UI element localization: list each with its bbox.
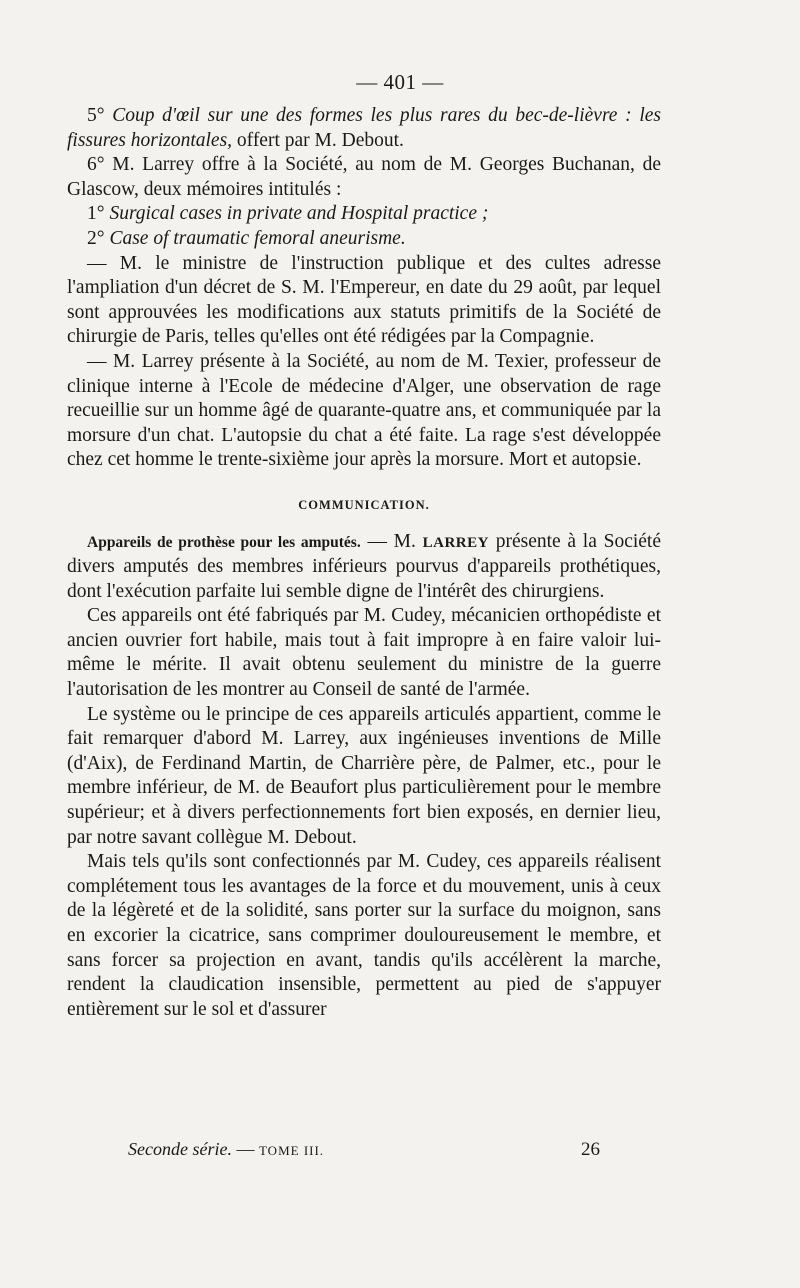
communication-paragraph-4: Mais tels qu'ils sont confectionnés par M. Cudey, ces appareils réalisent complétement tous les avantages de la force et du mouvement, unis à ceux de la légèreté et de la solidité, sans porter sur la surface du moignon, sans en excorier la cicatrice, sans comprimer douloureusement le membre, et sans forcer sa projection en avant, tandis qu'ils accélèrent la marche, rendent la claudication insensible, permettent au pied de s'appuyer entièrement sur le sol et d'assurer — [67, 851, 661, 1020]
paragraph-ministre: — M. le ministre de l'instruction publique et des cultes adresse l'ampliation d'un décret de S. M. l'Empereur, en date du 29 août, par lequel sont approuvées les modifications aux statuts primitifs de la Société de chirurgie de Paris, telles qu'elles ont été rédigées par la Compagnie. — [67, 252, 661, 348]
item-6-2-title: Case of traumatic femoral aneurisme. — [109, 227, 406, 249]
item-6-2-number: 2° — [87, 227, 110, 249]
communication-title: Appareils de prothèse pour les amputés. — [87, 533, 361, 551]
section-heading: COMMUNICATION. — [298, 497, 430, 512]
communication-intro — [67, 530, 661, 605]
page-footer — [128, 1139, 600, 1160]
page-number: — 401 — — [356, 70, 444, 94]
paragraph-item-6-2 — [67, 227, 661, 252]
paragraph-item-6-1 — [67, 202, 661, 227]
paragraph-larrey-texier: — M. Larrey présente à la Société, au nom de M. Texier, professeur de clinique interne à l'Ecole de médecine d'Alger, une observation de rage recueillie sur un homme âgé de quarante-quatre ans, et communiquée par la morsure d'un chat. L'autopsie du chat a été faite. La rage s'est développée chez cet homme le trente-sixième jour après la morsure. Mort et autopsie. — [67, 350, 661, 471]
page-body — [67, 104, 661, 1022]
footer-dash: — — [231, 1139, 259, 1159]
communication-intro-rest: présente à la Société divers amputés des membres inférieurs pourvus d'appareils prothétiques, dont l'exécution parfaite lui semble digne de l'intérêt des chirurgiens. — [67, 530, 661, 602]
communication-paragraph-2: Ces appareils ont été fabriqués par M. Cudey, mécanicien orthopédiste et ancien ouvrier fort habile, mais tout à fait impropre à en faire valoir lui-même le mérite. Il avait obtenu seulement du ministre de la guerre l'autorisation de les montrer au Conseil de santé de l'armée. — [67, 605, 661, 701]
footer-signature: 26 — [581, 1139, 600, 1160]
paragraph-item-6: 6° M. Larrey offre à la Société, au nom de M. Georges Buchanan, de Glascow, deux mémoires intitulés : — [67, 154, 661, 200]
communication-paragraph-3: Le système ou le principe de ces appareils articulés appartient, comme le fait remarquer d'abord M. Larrey, aux ingénieuses inventions de Mille (d'Aix), de Ferdinand Martin, de Charrière père, de Palmer, etc., pour le membre inférieur, de M. de Beaufort plus particulièrement pour le membre supérieur; et à divers perfectionnements fort bien exposés, en dernier lieu, par notre savant collègue M. Debout. — [67, 703, 661, 848]
communication-author: LARREY — [422, 534, 489, 551]
footer-series: Seconde série. — [128, 1139, 232, 1159]
item-5-rest: offert par M. Debout. — [232, 129, 404, 151]
paragraph-item-5 — [67, 104, 661, 153]
communication-dash: — M. — [360, 530, 423, 552]
item-6-1-title: Surgical cases in private and Hospital practice ; — [109, 203, 489, 225]
item-5-title: Coup d'œil sur une des formes les plus rares du bec-de-lièvre : les fissures horizontales, — [67, 105, 661, 151]
item-6-1-number: 1° — [87, 203, 110, 225]
item-5-number: 5° — [87, 105, 113, 126]
footer-tome: TOME III. — [258, 1143, 325, 1158]
